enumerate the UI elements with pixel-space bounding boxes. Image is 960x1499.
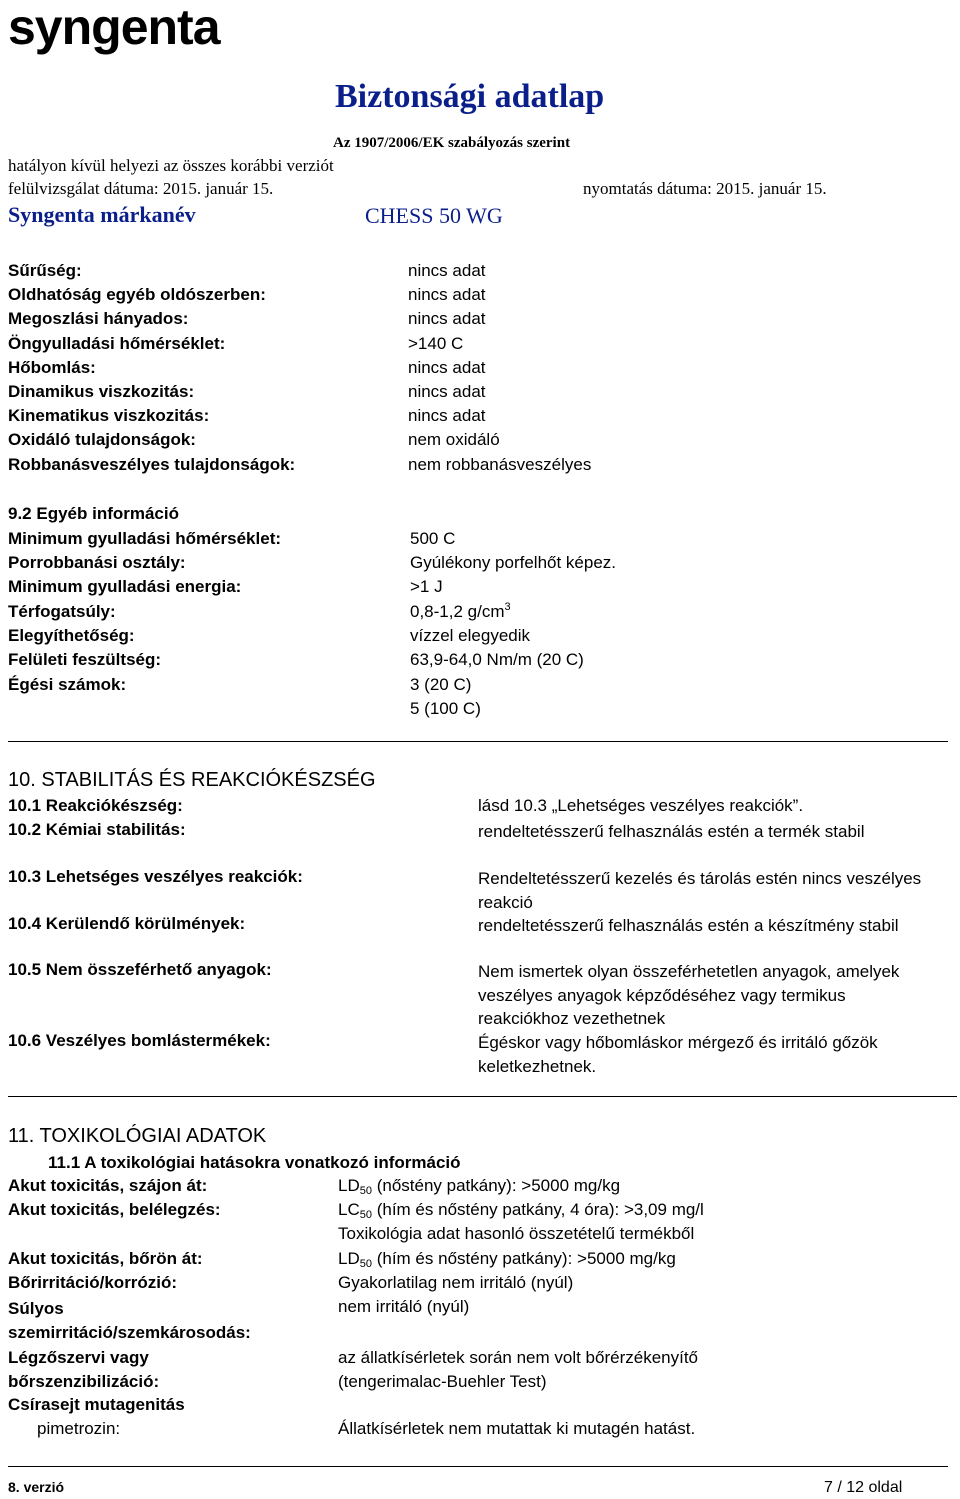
product-name: CHESS 50 WG [365, 203, 503, 228]
tox-value: az állatkísérletek során nem volt bőrérzékenyítő (tengerimalac-Buehler Test) [338, 1348, 699, 1391]
property-label: Dinamikus viszkozitás: [8, 382, 195, 401]
version-label: 8. verzió [8, 1479, 65, 1495]
stability-value: Nem ismertek olyan összeférhetetlen anyagok, amelyek veszélyes anyagok képződéséhez vagy termikus reakciókhoz vezethetnek [478, 962, 900, 1028]
page-number: 7 / 12 oldal [824, 1479, 903, 1496]
info-label: Térfogatsúly: [8, 602, 116, 621]
property-value: nincs adat [408, 358, 486, 377]
info-value: 0,8-1,2 $g/cm^3$ [410, 601, 511, 621]
property-label: Megoszlási hányados: [8, 309, 189, 328]
property-value: nem robbanásveszélyes [408, 455, 592, 474]
tox-label: Akut toxicitás, bőrön át: [8, 1249, 203, 1268]
supersedes-line: hatályon kívül helyezi az összes korábbi verziót [8, 156, 334, 175]
section-heading: 10. STABILITÁS ÉS REAKCIÓKÉSZSÉG [8, 769, 376, 791]
section-subheading: 11.1 A toxikológiai hatásokra vonatkozó információ [48, 1153, 461, 1172]
section-divider [8, 1096, 957, 1097]
info-value: 3 (20 C) [410, 675, 472, 694]
tox-label: Akut toxicitás, szájon át: [8, 1176, 208, 1195]
info-label: Felületi feszültség: [8, 650, 162, 669]
property-value: nincs adat [408, 285, 486, 304]
tox-value: $LD_{50}$ (nőstény patkány): >5000 mg/kg [338, 1176, 621, 1197]
property-value: nincs adat [408, 309, 486, 328]
property-label: Hőbomlás: [8, 358, 96, 377]
property-value: >140 C [408, 334, 464, 353]
superscript: 3 [504, 601, 511, 613]
print-date: nyomtatás dátuma: 2015. január 15. [583, 179, 827, 198]
tox-value: $LD_{50}$ (hím és nőstény patkány): >5000 mg/kg [338, 1249, 676, 1270]
document-title: Biztonsági adatlap [335, 78, 605, 115]
info-label: Elegyíthetőség: [8, 626, 135, 645]
info-label: Minimum gyulladási hőmérséklet: [8, 529, 282, 548]
tox-value: Állatkísérletek nem mutattak ki mutagén hatást. [338, 1419, 696, 1438]
info-label: Égési számok: [8, 675, 127, 694]
tox-value: Gyakorlatilag nem irritáló (nyúl) [338, 1273, 574, 1292]
tox-sublabel: pimetrozin: [37, 1419, 121, 1438]
stability-label: 10.6 Veszélyes bomlástermékek: [8, 1031, 271, 1050]
info-label: Minimum gyulladási energia: [8, 577, 242, 596]
property-value: nem oxidáló [408, 430, 500, 449]
property-label: Oldhatóság egyéb oldószerben: [8, 285, 266, 304]
property-value: nincs adat [408, 382, 486, 401]
info-value: Gyúlékony porfelhőt képez. [410, 553, 617, 572]
info-label: Porrobbanási osztály: [8, 553, 186, 572]
stability-label: 10.3 Lehetséges veszélyes reakciók: [8, 867, 303, 886]
section-heading: 9.2 Egyéb információ [8, 504, 179, 523]
tox-value: $LC_{50}$ (hím és nőstény patkány, 4 óra): >3,09 mg/l [338, 1200, 704, 1221]
subscript: 50 [359, 1185, 372, 1197]
info-value: 5 (100 C) [410, 699, 481, 718]
footer-divider [8, 1466, 948, 1467]
section-divider [8, 741, 948, 742]
stability-value: rendeltetésszerű felhasználás estén a termék stabil [478, 822, 865, 841]
info-value: >1 J [410, 577, 443, 596]
info-value: vízzel elegyedik [410, 626, 531, 645]
property-label: Robbanásveszélyes tulajdonságok: [8, 455, 296, 474]
property-label: Öngyulladási hőmérséklet: [8, 334, 226, 353]
info-value: 500 C [410, 529, 456, 548]
stability-label: 10.2 Kémiai stabilitás: [8, 820, 186, 839]
property-value: nincs adat [408, 261, 486, 280]
tox-label: Bőrirritáció/korrózió: [8, 1273, 178, 1292]
info-value: 63,9-64,0 Nm/m (20 C) [410, 650, 584, 669]
revision-date: felülvizsgálat dátuma: 2015. január 15. [8, 179, 274, 198]
stability-label: 10.1 Reakciókészség: [8, 796, 183, 815]
property-label: Kinematikus viszkozitás: [8, 406, 210, 425]
stability-value: lásd 10.3 „Lehetséges veszélyes reakciók”. [478, 796, 804, 815]
property-value: nincs adat [408, 406, 486, 425]
tox-label: Akut toxicitás, belélegzés: [8, 1200, 221, 1219]
property-label: Sűrűség: [8, 261, 82, 280]
regulation-line: Az 1907/2006/EK szabályozás szerint [333, 135, 571, 151]
tox-value-note: Toxikológia adat hasonló összetételű termékből [338, 1224, 695, 1243]
syngenta-logo: syngenta [8, 0, 220, 55]
property-label: Oxidáló tulajdonságok: [8, 430, 196, 449]
tox-label: Légzőszervi vagy bőrszenzibilizáció: [8, 1348, 160, 1391]
stability-value: Rendeltetésszerű kezelés és tárolás estén nincs veszélyes reakció [478, 869, 922, 912]
subscript: 50 [359, 1258, 372, 1270]
stability-label: 10.5 Nem összeférhető anyagok: [8, 960, 272, 979]
brand-label: Syngenta márkanév [8, 202, 196, 227]
subscript: 50 [359, 1209, 372, 1221]
tox-label: Súlyos szemirritáció/szemkárosodás: [8, 1299, 251, 1342]
stability-value: Égéskor vagy hőbomláskor mérgező és irritáló gőzök keletkezhetnek. [478, 1033, 878, 1076]
tox-label: Csírasejt mutagenitás [8, 1395, 185, 1414]
tox-value: nem irritáló (nyúl) [338, 1297, 470, 1316]
stability-value: rendeltetésszerű felhasználás estén a készítmény stabil [478, 916, 899, 935]
section-heading: 11. TOXIKOLÓGIAI ADATOK [8, 1125, 267, 1147]
stability-label: 10.4 Kerülendő körülmények: [8, 914, 246, 933]
